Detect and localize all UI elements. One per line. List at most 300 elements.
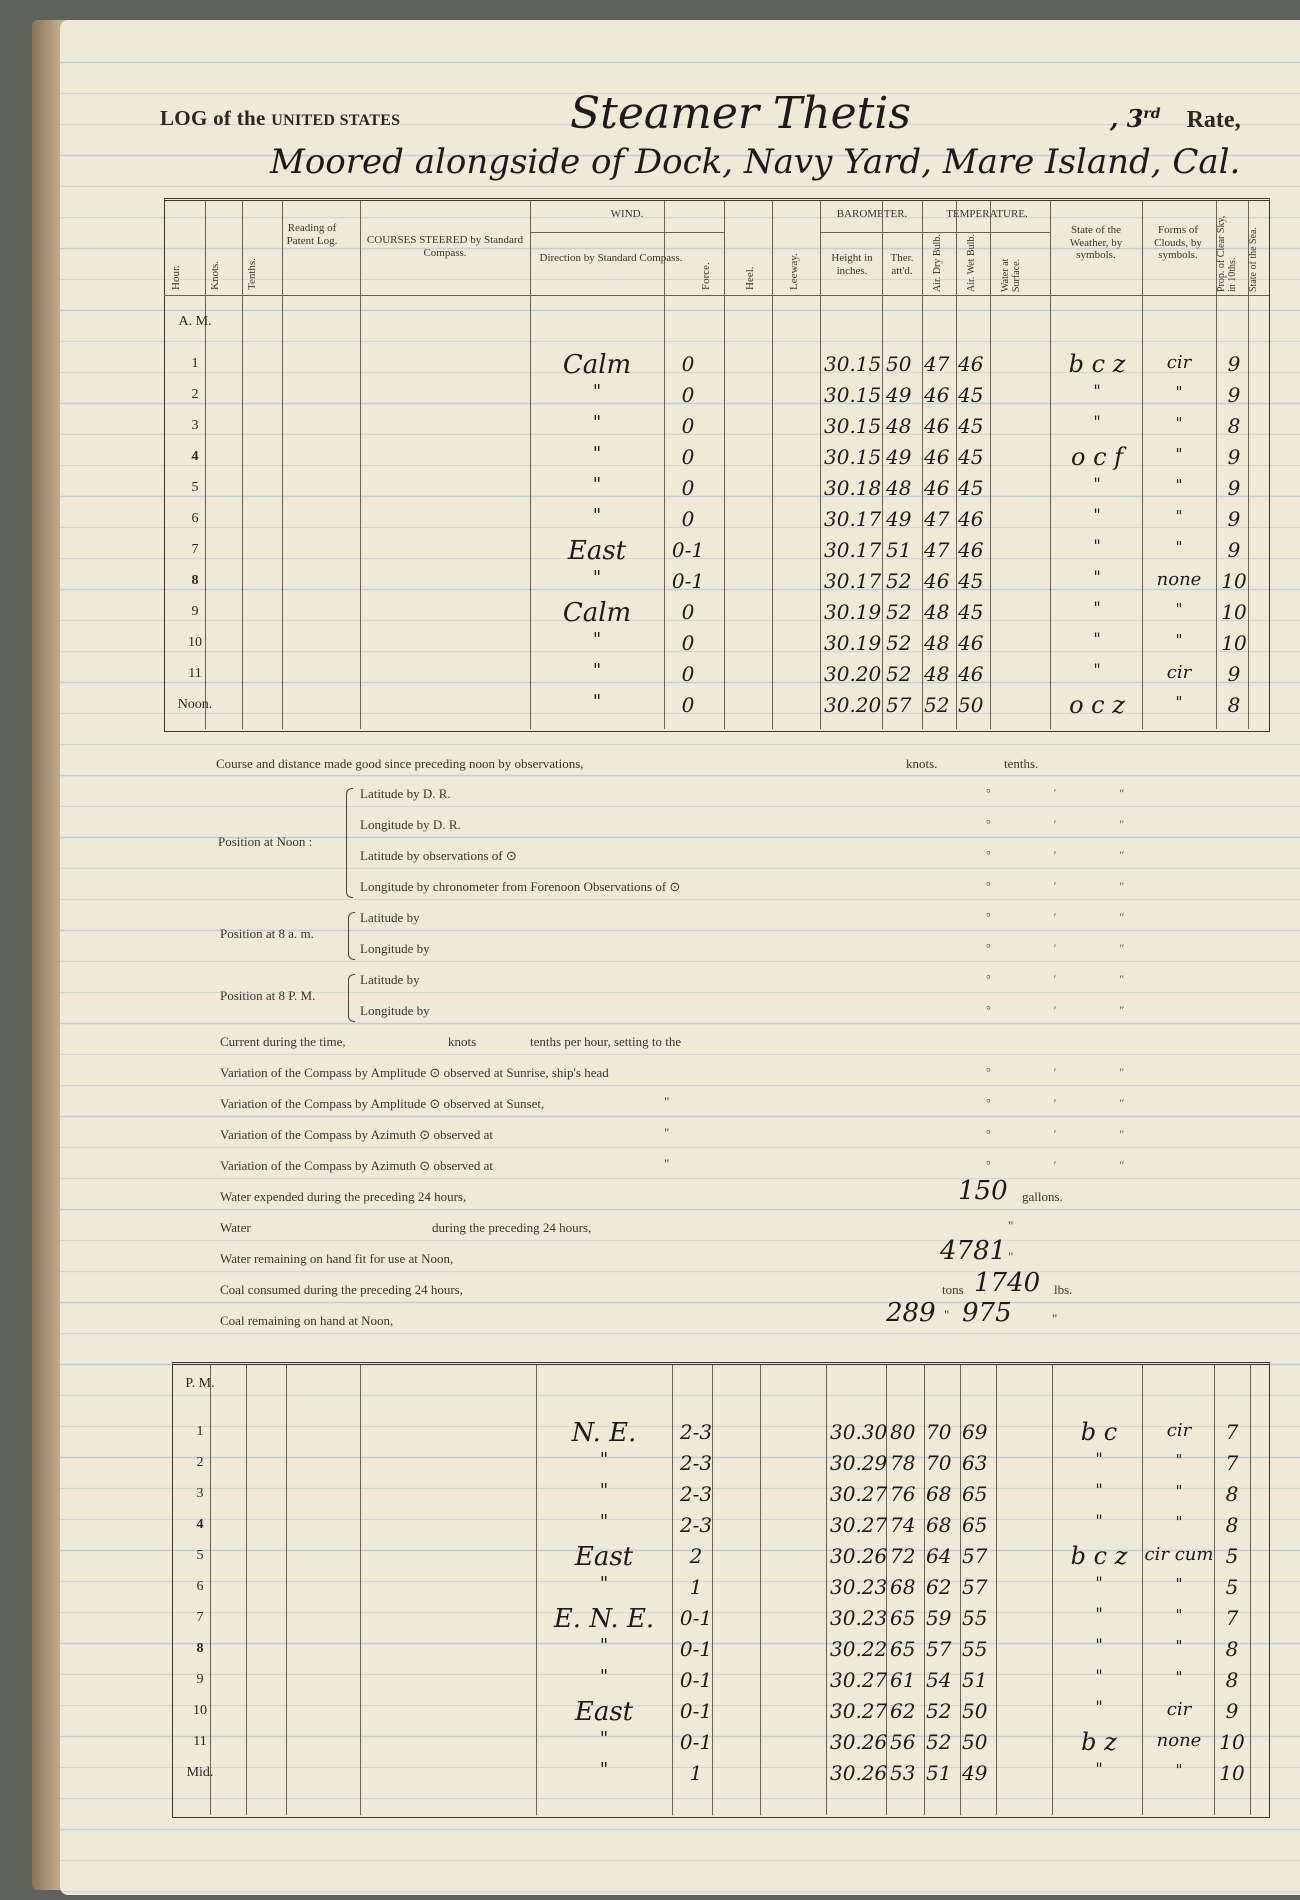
row-clouds: cir <box>1166 352 1192 373</box>
var-az2-ditto: " <box>664 1156 670 1171</box>
water-label-a: Water <box>220 1220 251 1235</box>
log-row <box>60 691 1300 722</box>
col-sea: State of the Sea. <box>1248 227 1259 292</box>
row-thermometer: 74 <box>890 1513 916 1537</box>
row-wind-force: 1 <box>689 1575 703 1599</box>
row-thermometer: 72 <box>890 1544 916 1568</box>
row-wet-bulb: 51 <box>962 1668 988 1692</box>
row-wind-direction: " <box>592 691 602 712</box>
row-dry-bulb: 46 <box>924 414 950 438</box>
row-wind-force: 0 <box>681 662 695 686</box>
row-clear-sky: 9 <box>1227 507 1241 531</box>
row-wind-direction: E. N. E. <box>553 1604 655 1634</box>
row-wind-force: 2-3 <box>679 1482 713 1506</box>
row-wind-force: 0 <box>681 600 695 624</box>
vessel-rate <box>1110 104 1241 134</box>
row-hour: 1 <box>191 356 199 371</box>
row-hour: 10 <box>188 635 202 650</box>
col-barometer: BAROMETER. <box>836 208 908 220</box>
var-az2-label: Variation of the Compass by Azimuth ⊙ observed at <box>220 1158 494 1173</box>
row-barometer-height: 30.19 <box>824 631 882 655</box>
col-hour: Hour. <box>170 265 182 290</box>
var-az1-label: Variation of the Compass by Azimuth ⊙ observed at <box>220 1127 494 1142</box>
lbs-label: lbs. <box>1054 1282 1073 1297</box>
row-wet-bulb: 57 <box>962 1575 988 1599</box>
coal-consumed-value: 1740 <box>974 1268 1041 1298</box>
row-weather: " <box>1095 1697 1103 1716</box>
rate-number: , 3 <box>1110 104 1144 133</box>
row-wind-force: 0-1 <box>679 1668 713 1692</box>
row-wind-direction: " <box>599 1666 609 1687</box>
row-dry-bulb: 54 <box>926 1668 952 1692</box>
row-clear-sky: 9 <box>1227 662 1241 686</box>
tons-label: tons <box>942 1282 964 1297</box>
var-az1-ditto: " <box>664 1125 670 1140</box>
row-barometer-height: 30.17 <box>824 538 882 562</box>
row-thermometer: 68 <box>890 1575 916 1599</box>
row-wind-direction: " <box>592 567 602 588</box>
row-weather: " <box>1095 1573 1103 1592</box>
row-clear-sky: 8 <box>1227 693 1241 717</box>
row-clear-sky: 10 <box>1221 569 1247 593</box>
wind-header-rule <box>530 232 724 233</box>
united-states-text: UNITED STATES <box>271 112 401 129</box>
position-noon-brace <box>346 788 353 898</box>
row-barometer-height: 30.26 <box>830 1761 888 1785</box>
row-clouds: " <box>1175 693 1183 711</box>
row-wet-bulb: 65 <box>962 1482 988 1506</box>
row-wind-force: 0 <box>681 693 695 717</box>
coal-remaining-lbs: 975 <box>962 1298 1012 1328</box>
row-clear-sky: 8 <box>1225 1637 1239 1661</box>
row-barometer-height: 30.27 <box>830 1482 888 1506</box>
water-remaining-value: 4781 <box>940 1236 1007 1266</box>
row-wind-force: 0 <box>681 352 695 376</box>
row-wet-bulb: 50 <box>958 693 984 717</box>
row-hour: 9 <box>196 1672 204 1687</box>
am-label: A. M. <box>178 314 212 329</box>
row-barometer-height: 30.17 <box>824 507 882 531</box>
row-clear-sky: 10 <box>1221 631 1247 655</box>
log-row <box>60 598 1300 629</box>
row-wet-bulb: 45 <box>958 476 984 500</box>
col-weather: State of the Weather, by symbols. <box>1069 224 1123 262</box>
water-remaining-label: Water remaining on hand fit for use at Noon, <box>220 1251 454 1266</box>
water-expended-value: 150 <box>958 1176 1008 1206</box>
row-wet-bulb: 65 <box>962 1513 988 1537</box>
row-dry-bulb: 47 <box>924 507 950 531</box>
row-wind-force: 0 <box>681 631 695 655</box>
row-wind-force: 2-3 <box>679 1513 713 1537</box>
log-row <box>60 1759 1300 1790</box>
row-dry-bulb: 70 <box>926 1451 952 1475</box>
row-barometer-height: 30.23 <box>830 1606 888 1630</box>
log-row <box>60 443 1300 474</box>
row-barometer-height: 30.27 <box>830 1699 888 1723</box>
row-clouds: " <box>1175 1482 1183 1500</box>
row-dry-bulb: 48 <box>924 600 950 624</box>
row-clear-sky: 10 <box>1219 1730 1245 1754</box>
row-hour: 1 <box>196 1424 204 1439</box>
row-hour: 10 <box>193 1703 207 1718</box>
row-wet-bulb: 46 <box>958 631 984 655</box>
log-row <box>60 1635 1300 1666</box>
row-thermometer: 49 <box>886 445 912 469</box>
log-row <box>60 1728 1300 1759</box>
row-hour: 8 <box>191 573 199 588</box>
row-dry-bulb: 70 <box>926 1420 952 1444</box>
row-clear-sky: 5 <box>1225 1544 1239 1568</box>
row-dry-bulb: 62 <box>926 1575 952 1599</box>
row-thermometer: 78 <box>890 1451 916 1475</box>
degree-minute-second-marks: ° ′ ″ <box>986 1003 1155 1017</box>
row-clouds: cir <box>1166 662 1192 683</box>
row-barometer-height: 30.22 <box>830 1637 888 1661</box>
lat-obs-label: Latitude by observations of ⊙ <box>360 848 517 863</box>
log-row <box>60 1418 1300 1449</box>
row-wind-force: 1 <box>689 1761 703 1785</box>
row-weather: " <box>1093 629 1101 648</box>
col-air-wet: Air. Wet Bulb. <box>966 234 977 292</box>
row-wind-direction: " <box>599 1635 609 1656</box>
row-hour: Noon. <box>177 697 213 712</box>
row-thermometer: 53 <box>890 1761 916 1785</box>
position-8pm-brace <box>348 974 355 1022</box>
row-hour: 3 <box>191 418 199 433</box>
course-knots-label: knots. <box>906 756 938 771</box>
row-thermometer: 48 <box>886 476 912 500</box>
row-barometer-height: 30.18 <box>824 476 882 500</box>
row-wet-bulb: 49 <box>962 1761 988 1785</box>
row-barometer-height: 30.20 <box>824 693 882 717</box>
row-hour: 8 <box>196 1641 204 1656</box>
row-weather: " <box>1095 1480 1103 1499</box>
row-weather: o c f <box>1070 443 1124 471</box>
row-weather: " <box>1095 1449 1103 1468</box>
row-thermometer: 52 <box>886 662 912 686</box>
log-row <box>60 1666 1300 1697</box>
col-patent-log: Reading of Patent Log. <box>286 222 338 247</box>
row-clouds: " <box>1175 476 1183 494</box>
lon-dr-label: Longitude by D. R. <box>360 817 461 832</box>
row-wind-direction: " <box>599 1728 609 1749</box>
row-hour: 6 <box>196 1579 204 1594</box>
row-clear-sky: 10 <box>1219 1761 1245 1785</box>
row-wet-bulb: 45 <box>958 569 984 593</box>
row-clouds: none <box>1156 1730 1202 1751</box>
row-clear-sky: 8 <box>1225 1668 1239 1692</box>
row-dry-bulb: 59 <box>926 1606 952 1630</box>
rate-label: Rate, <box>1186 107 1241 133</box>
row-clear-sky: 9 <box>1227 538 1241 562</box>
row-thermometer: 49 <box>886 383 912 407</box>
row-thermometer: 48 <box>886 414 912 438</box>
row-wind-force: 0-1 <box>671 538 705 562</box>
position-8am-label: Position at 8 a. m. <box>220 926 314 941</box>
row-barometer-height: 30.29 <box>830 1451 888 1475</box>
row-wind-force: 0 <box>681 383 695 407</box>
row-wet-bulb: 63 <box>962 1451 988 1475</box>
row-wind-direction: Calm <box>562 350 632 380</box>
coal-consumed-label: Coal consumed during the preceding 24 hours, <box>220 1282 463 1297</box>
row-clear-sky: 8 <box>1225 1482 1239 1506</box>
position-noon-label: Position at Noon : <box>218 834 313 849</box>
row-weather: " <box>1093 412 1101 431</box>
row-weather: " <box>1093 505 1101 524</box>
log-page <box>60 20 1300 1895</box>
row-wet-bulb: 46 <box>958 538 984 562</box>
row-wet-bulb: 45 <box>958 600 984 624</box>
row-weather: " <box>1093 660 1101 679</box>
degree-minute-second-marks: ° ′ ″ <box>986 1065 1155 1079</box>
row-wind-direction: " <box>599 1573 609 1594</box>
row-barometer-height: 30.30 <box>830 1420 888 1444</box>
log-row <box>60 536 1300 567</box>
row-hour: 2 <box>196 1455 204 1470</box>
row-wet-bulb: 46 <box>958 352 984 376</box>
row-clouds: cir <box>1166 1699 1192 1720</box>
row-weather: " <box>1093 381 1101 400</box>
position-8pm-label: Position at 8 P. M. <box>220 988 316 1003</box>
current-label-a: Current during the time, <box>220 1034 346 1049</box>
row-hour: 4 <box>196 1517 204 1532</box>
row-wet-bulb: 50 <box>962 1730 988 1754</box>
row-dry-bulb: 68 <box>926 1482 952 1506</box>
row-dry-bulb: 52 <box>924 693 950 717</box>
degree-minute-second-marks: ° ′ ″ <box>986 1158 1155 1172</box>
row-weather: " <box>1093 536 1101 555</box>
row-barometer-height: 30.27 <box>830 1668 888 1692</box>
row-weather: " <box>1095 1635 1103 1654</box>
row-clouds: " <box>1175 1513 1183 1531</box>
row-barometer-height: 30.23 <box>830 1575 888 1599</box>
col-courses: COURSES STEERED by Standard Compass. <box>366 234 524 259</box>
log-row <box>60 350 1300 381</box>
log-row <box>60 412 1300 443</box>
row-dry-bulb: 51 <box>926 1761 952 1785</box>
col-height: Height in inches. <box>831 252 873 277</box>
row-wind-force: 0 <box>681 507 695 531</box>
col-clear-sky: Prop. of Clear Sky, in 10ths. <box>1216 215 1238 292</box>
water-remaining-ditto: " <box>1008 1249 1014 1264</box>
row-barometer-height: 30.26 <box>830 1730 888 1754</box>
row-thermometer: 76 <box>890 1482 916 1506</box>
row-thermometer: 56 <box>890 1730 916 1754</box>
row-weather: " <box>1093 567 1101 586</box>
degree-minute-second-marks: ° ′ ″ <box>986 1096 1155 1110</box>
row-clouds: " <box>1175 600 1183 618</box>
row-thermometer: 57 <box>886 693 912 717</box>
coal-remaining-label: Coal remaining on hand at Noon, <box>220 1313 394 1328</box>
row-wind-direction: " <box>592 381 602 402</box>
log-row <box>60 1697 1300 1728</box>
lat-8am-label: Latitude by <box>360 910 420 925</box>
row-wet-bulb: 46 <box>958 662 984 686</box>
row-dry-bulb: 46 <box>924 569 950 593</box>
var-sunset-ditto: " <box>664 1094 670 1109</box>
row-wind-direction: Calm <box>562 598 632 628</box>
row-hour: 11 <box>188 666 202 681</box>
row-hour: 4 <box>191 449 199 464</box>
row-dry-bulb: 57 <box>926 1637 952 1661</box>
row-wet-bulb: 46 <box>958 507 984 531</box>
degree-minute-second-marks: ° ′ ″ <box>986 1127 1155 1141</box>
row-thermometer: 62 <box>890 1699 916 1723</box>
row-hour: Mid. <box>186 1765 214 1780</box>
row-clear-sky: 9 <box>1227 445 1241 469</box>
col-tenths: Tenths. <box>246 258 258 290</box>
row-clouds: " <box>1175 1575 1183 1593</box>
row-thermometer: 52 <box>886 569 912 593</box>
col-knots: Knots. <box>209 260 221 290</box>
row-wind-force: 0-1 <box>679 1699 713 1723</box>
row-barometer-height: 30.19 <box>824 600 882 624</box>
row-dry-bulb: 47 <box>924 538 950 562</box>
row-wind-direction: East <box>567 536 627 566</box>
row-wind-direction: " <box>592 412 602 433</box>
water-label-b: during the preceding 24 hours, <box>432 1220 592 1235</box>
row-weather: b c z <box>1068 350 1126 378</box>
current-label-c: tenths per hour, setting to the <box>530 1034 682 1049</box>
row-thermometer: 52 <box>886 600 912 624</box>
log-row <box>60 381 1300 412</box>
row-thermometer: 65 <box>890 1637 916 1661</box>
row-wind-direction: " <box>599 1759 609 1780</box>
row-barometer-height: 30.27 <box>830 1513 888 1537</box>
log-row <box>60 567 1300 598</box>
degree-minute-second-marks: ° ′ ″ <box>986 848 1155 862</box>
row-wet-bulb: 55 <box>962 1637 988 1661</box>
lon-8am-label: Longitude by <box>360 941 430 956</box>
row-clouds: " <box>1175 507 1183 525</box>
col-temperature: TEMPERATURE. <box>946 208 1028 220</box>
lat-8pm-label: Latitude by <box>360 972 420 987</box>
course-distance-label: Course and distance made good since preceding noon by observations, <box>216 756 584 771</box>
col-wind-direction: Direction by Standard Compass. <box>539 252 683 264</box>
var-sunrise-label: Variation of the Compass by Amplitude ⊙ observed at Sunrise, ship's head <box>220 1065 609 1080</box>
row-wind-direction: " <box>592 443 602 464</box>
row-wind-direction: N. E. <box>571 1418 637 1448</box>
row-clouds: " <box>1175 1451 1183 1469</box>
row-clear-sky: 8 <box>1225 1513 1239 1537</box>
degree-minute-second-marks: ° ′ ″ <box>986 879 1155 893</box>
row-barometer-height: 30.20 <box>824 662 882 686</box>
row-weather: o c z <box>1069 691 1125 719</box>
row-wet-bulb: 55 <box>962 1606 988 1630</box>
row-wind-direction: " <box>592 505 602 526</box>
col-air-dry: Air. Dry Bulb. <box>932 234 943 292</box>
rate-suffix-sup: rd <box>1143 106 1161 122</box>
row-hour: 6 <box>191 511 199 526</box>
degree-minute-second-marks: ° ′ ″ <box>986 817 1155 831</box>
row-wind-direction: " <box>599 1449 609 1470</box>
row-dry-bulb: 47 <box>924 352 950 376</box>
gallons-label: gallons. <box>1022 1189 1063 1204</box>
station-location: Moored alongside of Dock, Navy Yard, Mare Island, Cal. <box>270 142 1241 182</box>
row-clouds: " <box>1175 1606 1183 1624</box>
row-clouds: " <box>1175 631 1183 649</box>
col-clouds: Forms of Clouds, by symbols. <box>1154 224 1202 262</box>
row-barometer-height: 30.15 <box>824 414 882 438</box>
row-weather: b z <box>1081 1728 1117 1756</box>
row-wind-direction: " <box>599 1511 609 1532</box>
row-clouds: cir <box>1166 1420 1192 1441</box>
water-expended-label: Water expended during the preceding 24 hours, <box>220 1189 467 1204</box>
row-clear-sky: 9 <box>1227 476 1241 500</box>
row-barometer-height: 30.17 <box>824 569 882 593</box>
var-sunset-label: Variation of the Compass by Amplitude ⊙ observed at Sunset, <box>220 1096 545 1111</box>
row-wind-direction: " <box>592 474 602 495</box>
log-row <box>60 1573 1300 1604</box>
row-thermometer: 65 <box>890 1606 916 1630</box>
row-clouds: " <box>1175 538 1183 556</box>
row-wind-force: 2-3 <box>679 1420 713 1444</box>
row-clouds: " <box>1175 1637 1183 1655</box>
row-clear-sky: 7 <box>1225 1451 1239 1475</box>
log-title-prefix <box>160 106 400 131</box>
coal-remaining-ditto-tons: " <box>944 1307 950 1322</box>
row-wind-direction: " <box>592 629 602 650</box>
row-weather: " <box>1095 1604 1103 1623</box>
row-thermometer: 50 <box>886 352 912 376</box>
row-dry-bulb: 46 <box>924 383 950 407</box>
row-wind-force: 0 <box>681 414 695 438</box>
row-clouds: " <box>1175 445 1183 463</box>
lon-8pm-label: Longitude by <box>360 1003 430 1018</box>
row-thermometer: 51 <box>886 538 912 562</box>
row-clear-sky: 5 <box>1225 1575 1239 1599</box>
row-wind-direction: East <box>574 1697 634 1727</box>
degree-minute-second-marks: ° ′ ″ <box>986 972 1155 986</box>
log-row <box>60 1511 1300 1542</box>
row-wind-force: 0-1 <box>679 1606 713 1630</box>
lon-chron-label: Longitude by chronometer from Forenoon Observations of ⊙ <box>360 879 681 894</box>
row-wet-bulb: 69 <box>962 1420 988 1444</box>
log-row <box>60 474 1300 505</box>
row-wet-bulb: 57 <box>962 1544 988 1568</box>
degree-minute-second-marks: ° ′ ″ <box>986 910 1155 924</box>
col-heel: Heel. <box>744 266 756 290</box>
row-weather: " <box>1095 1666 1103 1685</box>
row-weather: " <box>1093 598 1101 617</box>
row-hour: 9 <box>191 604 199 619</box>
row-dry-bulb: 52 <box>926 1730 952 1754</box>
row-wind-direction: " <box>592 660 602 681</box>
row-clear-sky: 10 <box>1221 600 1247 624</box>
course-tenths-label: tenths. <box>1004 756 1039 771</box>
row-wind-force: 0-1 <box>671 569 705 593</box>
row-dry-bulb: 46 <box>924 476 950 500</box>
row-wind-force: 0-1 <box>679 1730 713 1754</box>
log-row <box>60 1604 1300 1635</box>
row-hour: 5 <box>196 1548 204 1563</box>
row-dry-bulb: 48 <box>924 662 950 686</box>
row-barometer-height: 30.26 <box>830 1544 888 1568</box>
log-of-the-text: LOG of the <box>160 106 266 130</box>
vessel-name: Steamer Thetis <box>570 88 911 139</box>
degree-minute-second-marks: ° ′ ″ <box>986 786 1155 800</box>
row-clear-sky: 7 <box>1225 1606 1239 1630</box>
row-weather: " <box>1093 474 1101 493</box>
row-thermometer: 49 <box>886 507 912 531</box>
row-clouds: cir cum <box>1144 1544 1214 1565</box>
position-8am-brace <box>348 912 355 960</box>
lat-dr-label: Latitude by D. R. <box>360 786 451 801</box>
row-dry-bulb: 68 <box>926 1513 952 1537</box>
row-wind-force: 2 <box>689 1544 703 1568</box>
row-clear-sky: 9 <box>1227 383 1241 407</box>
pm-label: P. M. <box>185 1376 215 1391</box>
